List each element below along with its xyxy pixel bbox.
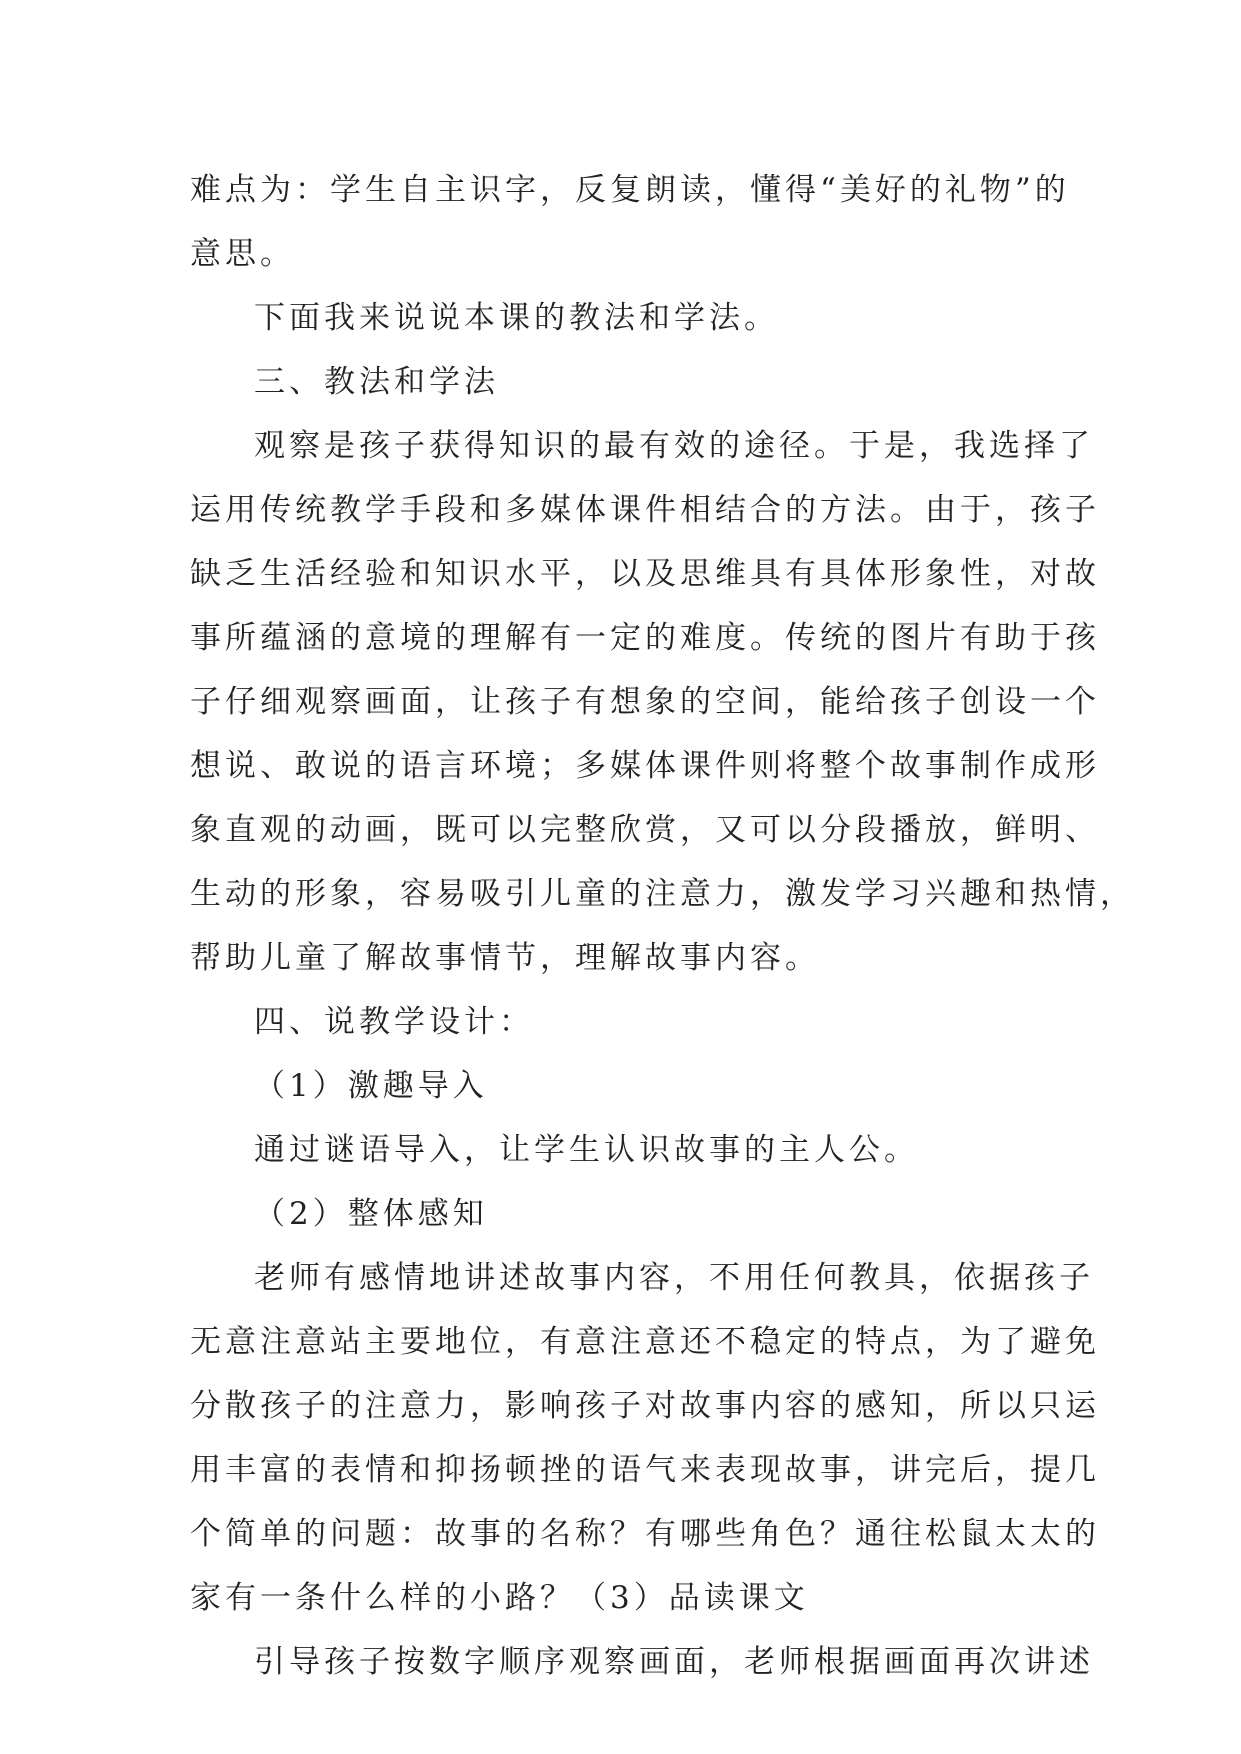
- text-line: 分散孩子的注意力，影响孩子对故事内容的感知，所以只运: [190, 1388, 1100, 1424]
- text-line: 家有一条什么样的小路？（3）品读课文: [190, 1580, 809, 1616]
- text-line: 缺乏生活经验和知识水平，以及思维具有具体形象性，对故: [190, 556, 1100, 592]
- text-line: 下面我来说说本课的教法和学法。: [254, 300, 779, 336]
- text-line: 事所蕴涵的意境的理解有一定的难度。传统的图片有助于孩: [190, 620, 1100, 656]
- subsection-heading: （1）激趣导入: [254, 1068, 488, 1104]
- section-heading: 三、教法和学法: [254, 364, 499, 400]
- text-line: 用丰富的表情和抑扬顿挫的语气来表现故事，讲完后，提几: [190, 1452, 1100, 1488]
- text-line: 通过谜语导入，让学生认识故事的主人公。: [254, 1132, 919, 1168]
- text-line: 帮助儿童了解故事情节，理解故事内容。: [190, 940, 820, 976]
- text-line: 引导孩子按数字顺序观察画面，老师根据画面再次讲述: [254, 1644, 1094, 1680]
- text-line: 难点为：学生自主识字，反复朗读，懂得“美好的礼物”的: [190, 172, 1070, 208]
- text-line: 老师有感情地讲述故事内容，不用任何教具，依据孩子: [254, 1260, 1094, 1296]
- text-line: 生动的形象，容易吸引儿童的注意力，激发学习兴趣和热情，: [190, 876, 1135, 912]
- text-line: 象直观的动画，既可以完整欣赏，又可以分段播放，鲜明、: [190, 812, 1100, 848]
- text-line: 意思。: [190, 236, 295, 272]
- text-line: 无意注意站主要地位，有意注意还不稳定的特点，为了避免: [190, 1324, 1100, 1360]
- text-line: 子仔细观察画面，让孩子有想象的空间，能给孩子创设一个: [190, 684, 1100, 720]
- text-line: 个简单的问题：故事的名称？有哪些角色？通往松鼠太太的: [190, 1516, 1100, 1552]
- section-heading: 四、说教学设计：: [254, 1004, 534, 1040]
- text-line: 运用传统教学手段和多媒体课件相结合的方法。由于，孩子: [190, 492, 1100, 528]
- document-body: [190, 158, 1135, 1694]
- text-line: 观察是孩子获得知识的最有效的途径。于是，我选择了: [254, 428, 1094, 464]
- subsection-heading: （2）整体感知: [254, 1196, 488, 1232]
- text-line: 想说、敢说的语言环境；多媒体课件则将整个故事制作成形: [190, 748, 1100, 784]
